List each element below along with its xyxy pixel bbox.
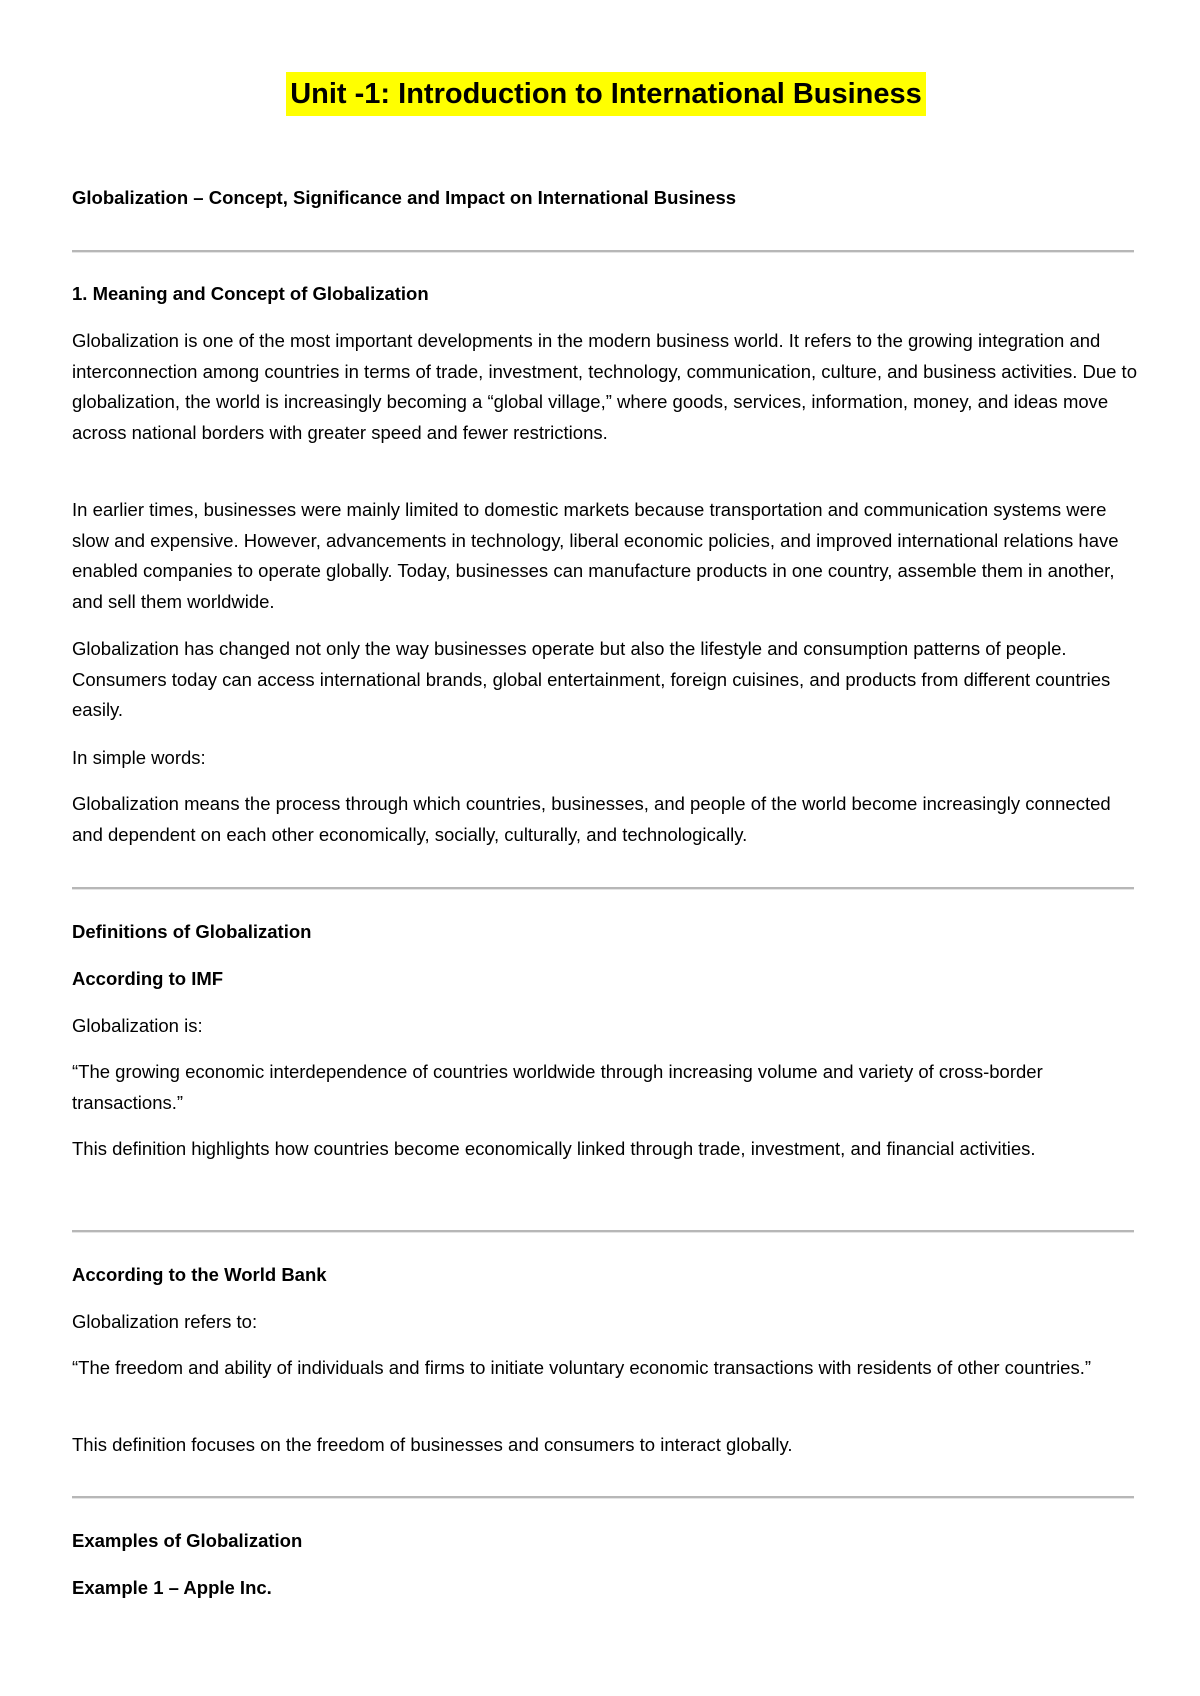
imf-note: This definition highlights how countries become economically linked through trade, investment, and financial activities. [72, 1138, 1036, 1159]
horizontal-divider [72, 1496, 1134, 1499]
horizontal-divider [72, 887, 1134, 890]
document-subtitle: Globalization – Concept, Significance and Impact on International Business [72, 187, 737, 208]
section-heading-meaning: 1. Meaning and Concept of Globalization [72, 283, 429, 304]
subheading-world-bank: According to the World Bank [72, 1264, 327, 1285]
example-1-heading: Example 1 – Apple Inc. [72, 1577, 272, 1598]
paragraph-meaning-3: Globalization has changed not only the way businesses operate but also the lifestyle and consumption patterns of people. Consumers today can access international brands, global entertainment, foreign cuisines, and products from different countries easily. [72, 638, 1111, 720]
page-title: Unit -1: Introduction to International Business [286, 72, 926, 116]
imf-quote: “The growing economic interdependence of countries worldwide through increasing volume and variety of cross-border transactions.” [72, 1061, 1043, 1113]
simple-words-label: In simple words: [72, 747, 206, 768]
paragraph-meaning-2: In earlier times, businesses were mainly limited to domestic markets because transportation and communication systems were slow and expensive. However, advancements in technology, liberal economic policies, and improved international relations have enabled companies to operate globally. Today, businesses can manufacture products in one country, assemble them in another, and sell them worldwide. [72, 499, 1119, 612]
horizontal-divider [72, 1230, 1134, 1233]
title-wrap [72, 72, 1140, 116]
horizontal-divider [72, 250, 1134, 253]
imf-intro: Globalization is: [72, 1015, 203, 1036]
paragraph-meaning-1: Globalization is one of the most important developments in the modern business world. It refers to the growing integration and interconnection among countries in terms of trade, investment, technology, communication, culture, and business activities. Due to globalization, the world is increasingly becoming a “global village,” where goods, services, information, money, and ideas move across national borders with greater speed and fewer restrictions. [72, 330, 1137, 443]
simple-words-definition: Globalization means the process through which countries, businesses, and people of the world become increasingly connected and dependent on each other economically, socially, culturally, and technologically. [72, 793, 1111, 845]
section-heading-definitions: Definitions of Globalization [72, 921, 312, 942]
world-bank-intro: Globalization refers to: [72, 1311, 258, 1332]
section-heading-examples: Examples of Globalization [72, 1530, 303, 1551]
subheading-imf: According to IMF [72, 968, 224, 989]
world-bank-note: This definition focuses on the freedom of businesses and consumers to interact globally. [72, 1434, 793, 1455]
world-bank-quote: “The freedom and ability of individuals and firms to initiate voluntary economic transactions with residents of other countries.” [72, 1357, 1092, 1378]
